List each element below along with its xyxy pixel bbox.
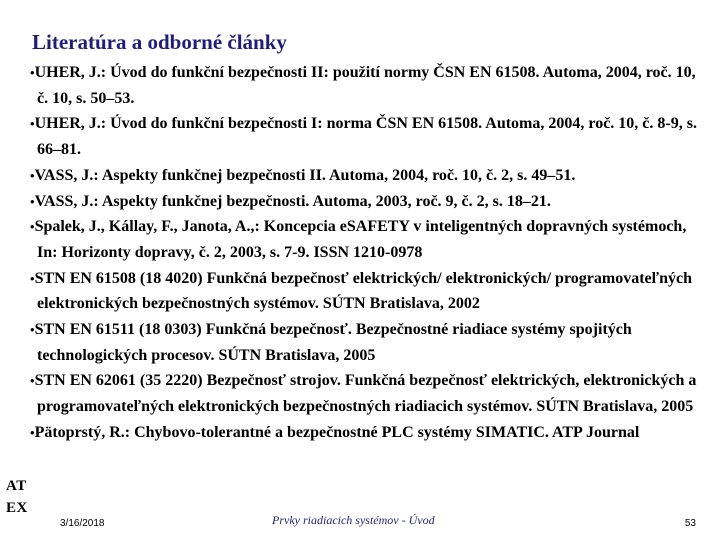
reference-text: STN EN 61508 (18 4020) Funkčná bezpečnosť elektrických/ elektronických/ programovateľných elektronických bezpečnostných systémov. SÚTN Bratislava, 2002 [34,269,693,313]
reference-item [30,368,710,419]
reference-text: Pätoprstý, R.: Chybovo-tolerantné a bezpečnostné PLC systémy SIMATIC. ATP Journal [34,423,640,441]
reference-item [30,317,710,368]
reference-list [30,60,710,446]
logo-line-2: EX [6,500,28,516]
reference-item [30,111,710,162]
reference-item [30,60,710,111]
slide-title: Literatúra a odborné články [32,30,287,54]
reference-text: UHER, J.: Úvod do funkční bezpečnosti II: použití normy ČSN EN 61508. Automa, 2004, roč. 10, č. 10, s. 50–53. [34,64,696,107]
footer-date: 3/16/2018 [60,518,105,529]
bullet-icon: • [30,167,35,183]
reference-item [30,420,710,446]
bullet-icon: • [30,116,35,132]
reference-text: Spalek, J., Kállay, F., Janota, A.,: Koncepcia eSAFETY v inteligentných dopravných systémoch, In: Horizonty dopravy, č. 2, 2003, s. 7-9. ISSN 1210-0978 [34,218,687,261]
bullet-icon: • [30,219,35,235]
reference-item [30,214,710,265]
bullet-icon: • [30,270,35,286]
reference-item [30,189,710,215]
reference-item [30,266,710,317]
page-number: 53 [684,518,696,529]
reference-text: VASS, J.: Aspekty funkčnej bezpečnosti. Automa, 2003, roč. 9, č. 2, s. 18–21. [34,192,551,210]
bullet-icon: • [30,193,35,209]
footer-course-title: Prvky riadiacich systémov - Úvod [272,513,435,527]
reference-text: STN EN 61511 (18 0303) Funkčná bezpečnosť. Bezpečnostné riadiace systémy spojitých technologických procesov. SÚTN Bratislava, 2005 [34,321,632,364]
bullet-icon: • [30,373,35,389]
bullet-icon: • [30,322,35,338]
bullet-icon: • [30,65,35,80]
reference-text: STN EN 62061 (35 2220) Bezpečnosť strojov. Funkčná bezpečnosť elektrických, elektronických a programovateľných elektronických bezpečnostných riadiacich systémov. SÚTN Bratislava, 2005 [34,372,697,416]
reference-text: VASS, J.: Aspekty funkčnej bezpečnosti II. Automa, 2004, roč. 10, č. 2, s. 49–51. [34,166,576,184]
bullet-icon: • [30,424,35,440]
reference-text: UHER, J.: Úvod do funkční bezpečnosti I: norma ČSN EN 61508. Automa, 2004, roč. 10, č. 8-9, s. 66–81. [34,115,697,159]
logo-line-1: AT [6,478,27,494]
reference-item [30,163,710,189]
